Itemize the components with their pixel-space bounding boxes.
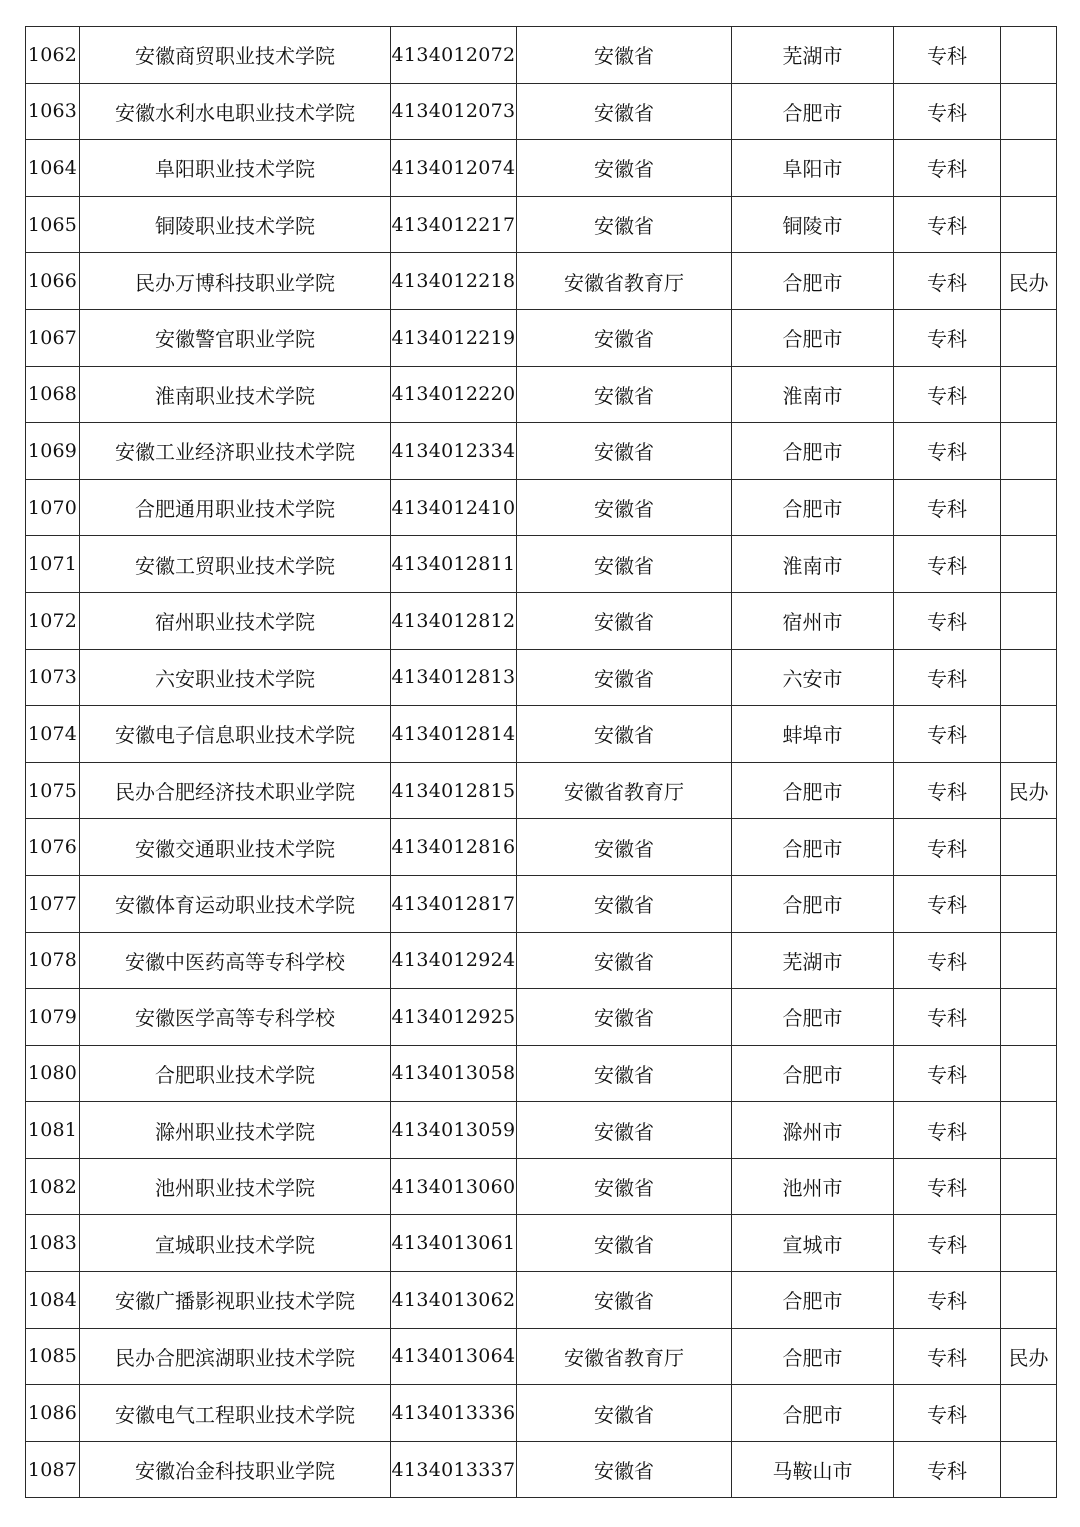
city-cell: 合肥市 (732, 1045, 894, 1102)
table-row (26, 592, 1057, 649)
school-code-cell: 4134012219 (391, 309, 517, 366)
authority-cell: 安徽省 (517, 1272, 732, 1329)
row-number-cell: 1068 (26, 366, 80, 423)
remark-cell (1001, 875, 1057, 932)
authority-cell: 安徽省 (517, 27, 732, 84)
authority-cell: 安徽省教育厅 (517, 253, 732, 310)
table-row (26, 989, 1057, 1046)
city-cell: 阜阳市 (732, 140, 894, 197)
table-row (26, 1385, 1057, 1442)
level-cell: 专科 (894, 1385, 1001, 1442)
level-cell: 专科 (894, 989, 1001, 1046)
city-cell: 合肥市 (732, 309, 894, 366)
level-cell: 专科 (894, 819, 1001, 876)
school-code-cell: 4134012811 (391, 536, 517, 593)
school-code-cell: 4134012814 (391, 706, 517, 763)
school-name-cell: 淮南职业技术学院 (80, 366, 391, 423)
table-row (26, 762, 1057, 819)
row-number-cell: 1083 (26, 1215, 80, 1272)
row-number-cell: 1063 (26, 83, 80, 140)
remark-cell (1001, 1045, 1057, 1102)
city-cell: 芜湖市 (732, 27, 894, 84)
city-cell: 蚌埠市 (732, 706, 894, 763)
row-number-cell: 1078 (26, 932, 80, 989)
school-code-cell: 4134013059 (391, 1102, 517, 1159)
school-name-cell: 合肥职业技术学院 (80, 1045, 391, 1102)
school-name-cell: 安徽体育运动职业技术学院 (80, 875, 391, 932)
school-name-cell: 宣城职业技术学院 (80, 1215, 391, 1272)
remark-cell (1001, 309, 1057, 366)
remark-cell (1001, 1158, 1057, 1215)
school-name-cell: 安徽交通职业技术学院 (80, 819, 391, 876)
school-code-cell: 4134012334 (391, 423, 517, 480)
authority-cell: 安徽省 (517, 83, 732, 140)
table-body (26, 27, 1057, 1498)
level-cell: 专科 (894, 309, 1001, 366)
authority-cell: 安徽省 (517, 366, 732, 423)
remark-cell (1001, 196, 1057, 253)
city-cell: 马鞍山市 (732, 1441, 894, 1498)
level-cell: 专科 (894, 932, 1001, 989)
remark-cell (1001, 83, 1057, 140)
school-code-cell: 4134013336 (391, 1385, 517, 1442)
city-cell: 合肥市 (732, 1385, 894, 1442)
row-number-cell: 1069 (26, 423, 80, 480)
city-cell: 合肥市 (732, 253, 894, 310)
remark-cell: 民办 (1001, 762, 1057, 819)
school-code-cell: 4134012218 (391, 253, 517, 310)
remark-cell (1001, 366, 1057, 423)
level-cell: 专科 (894, 1272, 1001, 1329)
row-number-cell: 1080 (26, 1045, 80, 1102)
city-cell: 合肥市 (732, 83, 894, 140)
remark-cell (1001, 592, 1057, 649)
remark-cell (1001, 819, 1057, 876)
city-cell: 合肥市 (732, 819, 894, 876)
school-code-cell: 4134012813 (391, 649, 517, 706)
table-row (26, 706, 1057, 763)
table-row (26, 932, 1057, 989)
level-cell: 专科 (894, 1158, 1001, 1215)
authority-cell: 安徽省 (517, 479, 732, 536)
table-row (26, 649, 1057, 706)
school-code-cell: 4134012410 (391, 479, 517, 536)
school-name-cell: 安徽冶金科技职业学院 (80, 1441, 391, 1498)
level-cell: 专科 (894, 366, 1001, 423)
level-cell: 专科 (894, 649, 1001, 706)
remark-cell (1001, 536, 1057, 593)
level-cell: 专科 (894, 592, 1001, 649)
row-number-cell: 1065 (26, 196, 80, 253)
row-number-cell: 1074 (26, 706, 80, 763)
level-cell: 专科 (894, 1102, 1001, 1159)
authority-cell: 安徽省 (517, 592, 732, 649)
remark-cell (1001, 706, 1057, 763)
school-code-cell: 4134012073 (391, 83, 517, 140)
authority-cell: 安徽省 (517, 423, 732, 480)
table-row (26, 875, 1057, 932)
school-name-cell: 安徽工贸职业技术学院 (80, 536, 391, 593)
remark-cell (1001, 27, 1057, 84)
city-cell: 合肥市 (732, 762, 894, 819)
remark-cell (1001, 989, 1057, 1046)
table-row (26, 1272, 1057, 1329)
institutions-table (25, 26, 1057, 1498)
remark-cell (1001, 479, 1057, 536)
row-number-cell: 1066 (26, 253, 80, 310)
table-row (26, 309, 1057, 366)
table-row (26, 479, 1057, 536)
level-cell: 专科 (894, 875, 1001, 932)
row-number-cell: 1084 (26, 1272, 80, 1329)
school-name-cell: 民办万博科技职业学院 (80, 253, 391, 310)
school-name-cell: 阜阳职业技术学院 (80, 140, 391, 197)
row-number-cell: 1071 (26, 536, 80, 593)
authority-cell: 安徽省 (517, 1102, 732, 1159)
school-code-cell: 4134013064 (391, 1328, 517, 1385)
city-cell: 滁州市 (732, 1102, 894, 1159)
city-cell: 合肥市 (732, 1328, 894, 1385)
authority-cell: 安徽省 (517, 649, 732, 706)
city-cell: 合肥市 (732, 875, 894, 932)
authority-cell: 安徽省 (517, 875, 732, 932)
school-name-cell: 六安职业技术学院 (80, 649, 391, 706)
school-code-cell: 4134013337 (391, 1441, 517, 1498)
level-cell: 专科 (894, 1441, 1001, 1498)
school-name-cell: 民办合肥经济技术职业学院 (80, 762, 391, 819)
level-cell: 专科 (894, 253, 1001, 310)
remark-cell (1001, 1441, 1057, 1498)
level-cell: 专科 (894, 762, 1001, 819)
table-row (26, 27, 1057, 84)
authority-cell: 安徽省 (517, 1441, 732, 1498)
table-row (26, 1045, 1057, 1102)
school-name-cell: 安徽电气工程职业技术学院 (80, 1385, 391, 1442)
row-number-cell: 1081 (26, 1102, 80, 1159)
city-cell: 淮南市 (732, 366, 894, 423)
city-cell: 宿州市 (732, 592, 894, 649)
remark-cell: 民办 (1001, 1328, 1057, 1385)
city-cell: 芜湖市 (732, 932, 894, 989)
city-cell: 六安市 (732, 649, 894, 706)
table-row (26, 83, 1057, 140)
city-cell: 合肥市 (732, 1272, 894, 1329)
remark-cell (1001, 1215, 1057, 1272)
school-code-cell: 4134013061 (391, 1215, 517, 1272)
authority-cell: 安徽省教育厅 (517, 1328, 732, 1385)
school-code-cell: 4134012924 (391, 932, 517, 989)
row-number-cell: 1067 (26, 309, 80, 366)
row-number-cell: 1075 (26, 762, 80, 819)
city-cell: 合肥市 (732, 479, 894, 536)
table-row (26, 1328, 1057, 1385)
authority-cell: 安徽省 (517, 819, 732, 876)
school-code-cell: 4134012220 (391, 366, 517, 423)
city-cell: 淮南市 (732, 536, 894, 593)
school-code-cell: 4134013060 (391, 1158, 517, 1215)
level-cell: 专科 (894, 1328, 1001, 1385)
city-cell: 合肥市 (732, 423, 894, 480)
remark-cell (1001, 1102, 1057, 1159)
level-cell: 专科 (894, 536, 1001, 593)
authority-cell: 安徽省 (517, 1045, 732, 1102)
row-number-cell: 1077 (26, 875, 80, 932)
row-number-cell: 1062 (26, 27, 80, 84)
remark-cell (1001, 1272, 1057, 1329)
remark-cell (1001, 1385, 1057, 1442)
school-code-cell: 4134013058 (391, 1045, 517, 1102)
level-cell: 专科 (894, 423, 1001, 480)
remark-cell (1001, 140, 1057, 197)
school-name-cell: 池州职业技术学院 (80, 1158, 391, 1215)
authority-cell: 安徽省 (517, 706, 732, 763)
school-code-cell: 4134012925 (391, 989, 517, 1046)
authority-cell: 安徽省 (517, 932, 732, 989)
authority-cell: 安徽省 (517, 140, 732, 197)
table-row (26, 140, 1057, 197)
school-name-cell: 安徽医学高等专科学校 (80, 989, 391, 1046)
authority-cell: 安徽省 (517, 1158, 732, 1215)
table-row (26, 366, 1057, 423)
school-code-cell: 4134012072 (391, 27, 517, 84)
level-cell: 专科 (894, 706, 1001, 763)
remark-cell (1001, 932, 1057, 989)
school-name-cell: 安徽工业经济职业技术学院 (80, 423, 391, 480)
school-code-cell: 4134012812 (391, 592, 517, 649)
city-cell: 池州市 (732, 1158, 894, 1215)
table-row (26, 1441, 1057, 1498)
city-cell: 铜陵市 (732, 196, 894, 253)
row-number-cell: 1087 (26, 1441, 80, 1498)
school-name-cell: 安徽电子信息职业技术学院 (80, 706, 391, 763)
table-row (26, 536, 1057, 593)
school-name-cell: 安徽广播影视职业技术学院 (80, 1272, 391, 1329)
row-number-cell: 1082 (26, 1158, 80, 1215)
school-name-cell: 民办合肥滨湖职业技术学院 (80, 1328, 391, 1385)
level-cell: 专科 (894, 1045, 1001, 1102)
school-code-cell: 4134012817 (391, 875, 517, 932)
row-number-cell: 1070 (26, 479, 80, 536)
school-code-cell: 4134012815 (391, 762, 517, 819)
school-code-cell: 4134012074 (391, 140, 517, 197)
school-name-cell: 安徽水利水电职业技术学院 (80, 83, 391, 140)
row-number-cell: 1072 (26, 592, 80, 649)
school-name-cell: 铜陵职业技术学院 (80, 196, 391, 253)
row-number-cell: 1079 (26, 989, 80, 1046)
authority-cell: 安徽省 (517, 196, 732, 253)
level-cell: 专科 (894, 27, 1001, 84)
school-code-cell: 4134013062 (391, 1272, 517, 1329)
row-number-cell: 1064 (26, 140, 80, 197)
school-code-cell: 4134012217 (391, 196, 517, 253)
authority-cell: 安徽省教育厅 (517, 762, 732, 819)
table-row (26, 819, 1057, 876)
row-number-cell: 1076 (26, 819, 80, 876)
school-name-cell: 宿州职业技术学院 (80, 592, 391, 649)
city-cell: 合肥市 (732, 989, 894, 1046)
row-number-cell: 1086 (26, 1385, 80, 1442)
school-name-cell: 合肥通用职业技术学院 (80, 479, 391, 536)
authority-cell: 安徽省 (517, 989, 732, 1046)
remark-cell: 民办 (1001, 253, 1057, 310)
table-row (26, 1215, 1057, 1272)
school-name-cell: 安徽中医药高等专科学校 (80, 932, 391, 989)
school-name-cell: 安徽商贸职业技术学院 (80, 27, 391, 84)
authority-cell: 安徽省 (517, 1385, 732, 1442)
level-cell: 专科 (894, 479, 1001, 536)
table-row (26, 1102, 1057, 1159)
city-cell: 宣城市 (732, 1215, 894, 1272)
remark-cell (1001, 649, 1057, 706)
level-cell: 专科 (894, 196, 1001, 253)
school-name-cell: 安徽警官职业学院 (80, 309, 391, 366)
table-row (26, 423, 1057, 480)
level-cell: 专科 (894, 140, 1001, 197)
authority-cell: 安徽省 (517, 309, 732, 366)
level-cell: 专科 (894, 83, 1001, 140)
table-row (26, 1158, 1057, 1215)
school-code-cell: 4134012816 (391, 819, 517, 876)
level-cell: 专科 (894, 1215, 1001, 1272)
authority-cell: 安徽省 (517, 1215, 732, 1272)
table-row (26, 196, 1057, 253)
authority-cell: 安徽省 (517, 536, 732, 593)
remark-cell (1001, 423, 1057, 480)
row-number-cell: 1085 (26, 1328, 80, 1385)
school-name-cell: 滁州职业技术学院 (80, 1102, 391, 1159)
row-number-cell: 1073 (26, 649, 80, 706)
table-row (26, 253, 1057, 310)
